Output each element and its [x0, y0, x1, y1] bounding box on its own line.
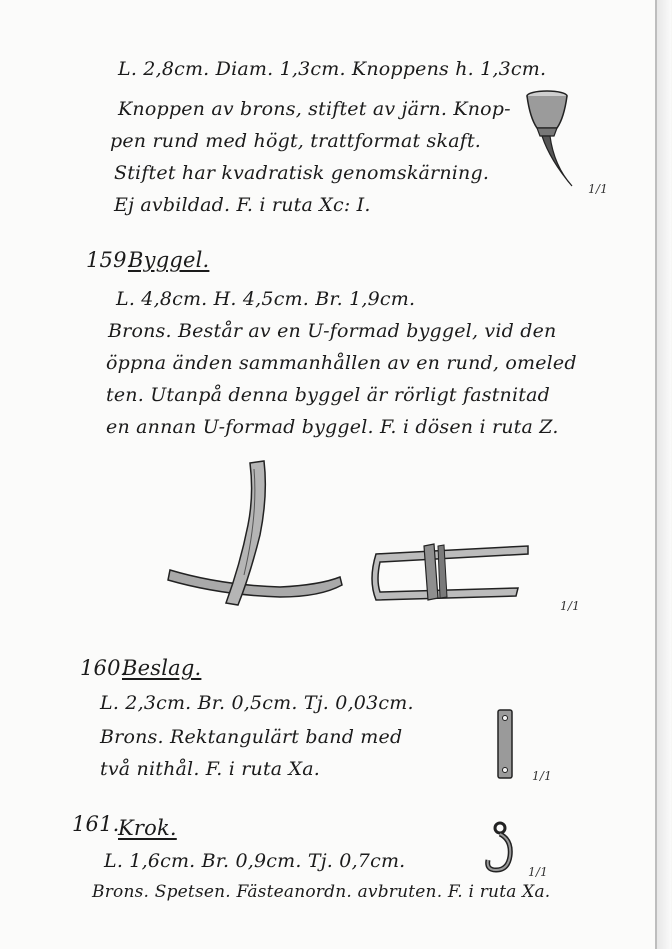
entry-160-title: Beslag.	[122, 656, 202, 680]
entry-161-number: 161.	[72, 812, 120, 836]
entry-161-title: Krok.	[118, 816, 177, 840]
hook-drawing	[482, 820, 522, 878]
entry-158-line-2: Knoppen av brons, stiftet av järn. Knop-	[118, 98, 511, 120]
fitting-strip-drawing	[494, 708, 518, 782]
entry-161-line-1: Brons. Spetsen. Fästeanordn. avbruten. F. i ruta Xa.	[92, 882, 551, 902]
entry-159-title: Byggel.	[128, 248, 210, 272]
entry-160-line-2: två nithål. F. i ruta Xa.	[100, 758, 321, 780]
bent-bail-drawing	[160, 455, 350, 615]
scale-160: 1/1	[532, 769, 552, 783]
double-bail-drawing	[368, 540, 533, 605]
entry-159-line-3: ten. Utanpå denna byggel är rörligt fastnitad	[106, 384, 550, 406]
scale-159: 1/1	[560, 599, 580, 613]
entry-160-line-1: Brons. Rektangulärt band med	[100, 726, 403, 748]
entry-159-line-1: Brons. Består av en U-formad byggel, vid den	[108, 320, 557, 342]
entry-159-line-2: öppna änden sammanhållen av en rund, omeled	[106, 352, 577, 374]
scale-158: 1/1	[588, 182, 608, 196]
entry-158-line-5: Ej avbildad. F. i ruta Xc: I.	[114, 194, 371, 216]
entry-158-line-3: pen rund med högt, trattformat skaft.	[110, 130, 482, 152]
entry-159-dimensions: L. 4,8cm. H. 4,5cm. Br. 1,9cm.	[116, 288, 416, 310]
scale-161: 1/1	[528, 865, 548, 879]
entry-158-line-4: Stiftet har kvadratisk genomskärning.	[114, 162, 490, 184]
entry-160-number: 160.	[80, 656, 128, 680]
entry-159-number: 159.	[86, 248, 134, 272]
entry-159-line-4: en annan U-formad byggel. F. i dösen i ruta Z.	[106, 416, 559, 438]
knob-pin-drawing	[520, 86, 590, 196]
entry-161-dimensions: L. 1,6cm. Br. 0,9cm. Tj. 0,7cm.	[104, 850, 406, 872]
entry-160-dimensions: L. 2,3cm. Br. 0,5cm. Tj. 0,03cm.	[100, 692, 414, 714]
entry-158-line-1: L. 2,8cm. Diam. 1,3cm. Knoppens h. 1,3cm.	[118, 58, 547, 80]
